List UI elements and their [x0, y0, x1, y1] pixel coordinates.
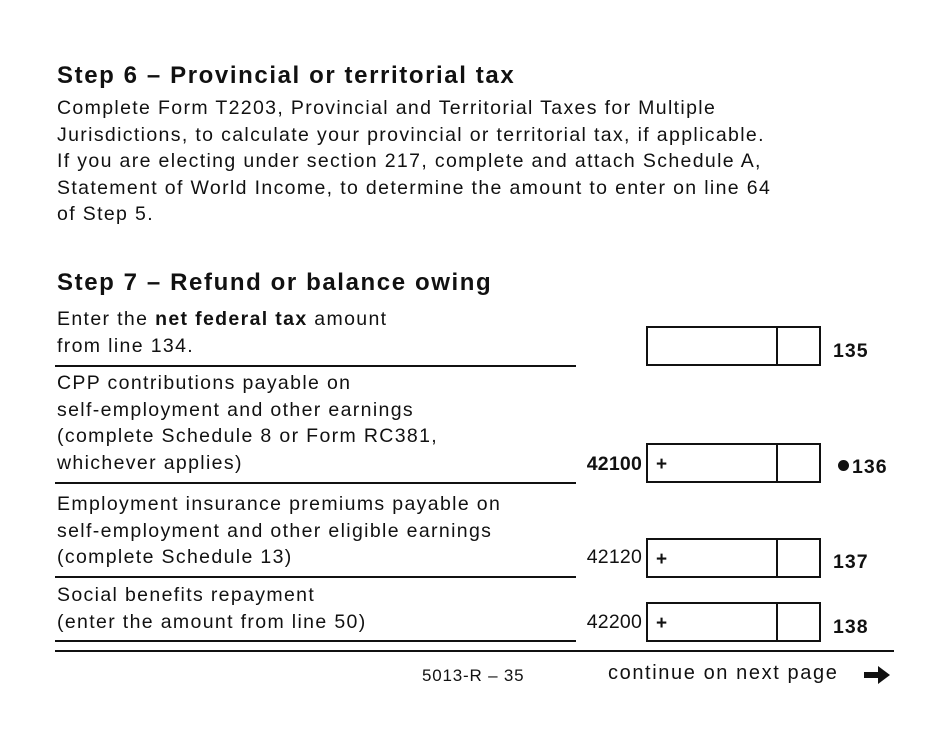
row-136-line: (complete Schedule 8 or Form RC381,: [57, 425, 439, 447]
line-code-42100: 42100: [586, 453, 642, 475]
plus-sign: +: [656, 613, 668, 634]
row-135-description: [57, 306, 387, 359]
row-separator: [55, 482, 576, 484]
line-code-42120: 42120: [586, 546, 642, 568]
row-138-line: (enter the amount from line 50): [57, 610, 367, 633]
cents-divider: [776, 445, 778, 481]
row-135-text-after: amount: [307, 308, 388, 330]
step6-line: If you are electing under section 217, complete and attach Schedule A,: [57, 150, 762, 173]
plus-sign: +: [656, 549, 668, 570]
step6-line: Jurisdictions, to calculate your provincial or territorial tax, if applicable.: [57, 123, 765, 146]
row-separator: [55, 640, 576, 642]
row-separator: [55, 365, 576, 367]
line-136-label: 136: [852, 456, 888, 478]
row-137-description: [57, 491, 501, 571]
row-separator: [55, 576, 576, 578]
line-138-number: 138: [833, 616, 869, 638]
cents-divider: [776, 604, 778, 640]
arrow-right-icon: [862, 664, 892, 686]
line-138-amount-field[interactable]: [646, 602, 821, 642]
row-136-line: self-employment and other earnings: [57, 398, 414, 421]
form-page-code: 5013-R – 35: [422, 666, 525, 685]
cents-divider: [776, 328, 778, 364]
row-136-line: whichever applies): [57, 451, 243, 474]
row-137-line: (complete Schedule 13): [57, 546, 293, 568]
cents-divider: [776, 540, 778, 576]
line-135-amount-field[interactable]: [646, 326, 821, 366]
step6-line: of Step 5.: [57, 203, 154, 226]
line-136-amount-field[interactable]: [646, 443, 821, 483]
step6-line: Complete Form T2203, Provincial and Territorial Taxes for Multiple: [57, 97, 717, 119]
step6-instructions: [57, 95, 927, 228]
row-135-text-before: Enter the: [57, 308, 156, 330]
step6-line: Statement of World Income, to determine the amount to enter on line 64: [57, 176, 772, 199]
step7-heading: Step 7 – Refund or balance owing: [57, 269, 493, 296]
row-137-line: Employment insurance premiums payable on: [57, 493, 502, 515]
line-137-amount-field[interactable]: [646, 538, 821, 578]
line-136-number: [838, 456, 888, 479]
row-136-line: CPP contributions payable on: [57, 372, 352, 394]
line-137-number: 137: [833, 551, 869, 573]
row-135-line2: from line 134.: [57, 334, 195, 357]
line-135-number: 135: [833, 340, 869, 362]
bullet-dot-icon: [838, 460, 849, 471]
line-code-42200: 42200: [586, 611, 642, 633]
footer-rule: [55, 650, 894, 652]
row-138-line: Social benefits repayment: [57, 584, 316, 606]
continue-note: continue on next page: [608, 662, 839, 684]
row-135-text-bold: net federal tax: [155, 308, 308, 330]
step6-heading: Step 6 – Provincial or territorial tax: [57, 62, 516, 89]
plus-sign: +: [656, 454, 668, 475]
row-136-description: [57, 370, 438, 476]
row-138-description: [57, 582, 367, 635]
row-137-line: self-employment and other eligible earnings: [57, 519, 493, 542]
